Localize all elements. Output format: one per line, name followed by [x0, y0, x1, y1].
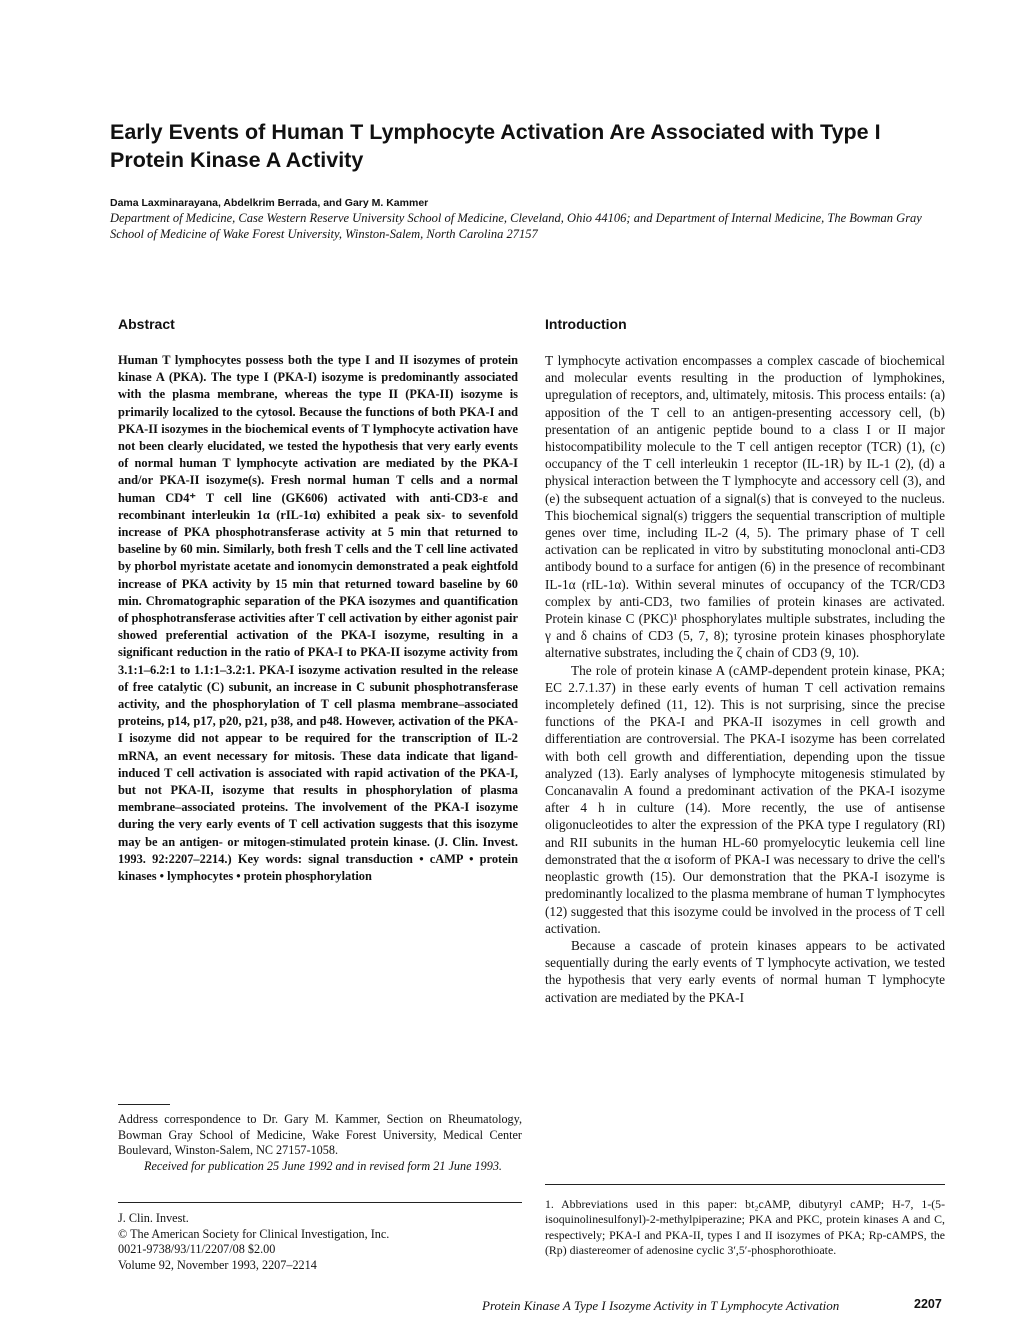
introduction-heading: Introduction [545, 316, 627, 332]
copyright-line: © The American Society for Clinical Investigation, Inc. [118, 1226, 390, 1241]
intro-paragraph: Because a cascade of protein kinases appears to be activated sequentially during the early events of T lymphocyte activation, we tested the hypothesis that very early events of normal human T lymphocyte activation are mediated by the PKA-I [545, 937, 945, 1005]
affiliation: Department of Medicine, Case Western Reserve University School of Medicine, Cleveland, Ohio 44106; and Department of Internal Medicine, The Bowman Gray School of Medicine of Wake Forest University, Winston-Salem, North Carolina 27157 [110, 211, 922, 241]
running-footer: Protein Kinase A Type I Isozyme Activity in T Lymphocyte Activation [482, 1298, 840, 1313]
article-title: Early Events of Human T Lymphocyte Activation Are Associated with Type I Protein Kinase A Activity [110, 120, 881, 172]
intro-paragraph: T lymphocyte activation encompasses a complex cascade of biochemical and molecular events resulting in the production of lymphokines, upregulation of receptors, and, ultimately, mitosis. This process entails: (a) apposition of the T cell to an antigen-presenting accessory cell, (b) presentation of an antigenic peptide bound to a class I or II major histocompatibility molecule to the T cell antigen receptor (TCR) (1), (c) occupancy of the T cell interleukin 1 receptor (IL-1R) by IL-1 (2), (d) a physical interaction between the T lymphocyte and accessory cell (3), and (e) the subsequent actuation of a signal(s) that is conveyed to the nucleus. This biochemical signal(s) triggers the sequential transcription of multiple genes over time, including IL-2 (4, 5). The primary phase of T cell activation can be replicated in vitro by substituting monoclonal anti-CD3 antibody bound to a surface for antigen (6) in the presence of recombinant IL-1α (rIL-1α). Within several minutes of occupancy of the TCR/CD3 complex by anti-CD3, two families of protein kinases are activated. Protein kinase C (PKC)¹ phosphorylates multiple substrates, including the γ and δ chains of CD3 (5, 7, 8); tyrosine protein kinases phosphorylate alternative substrates, including the ζ chain of CD3 (9, 10). [545, 353, 945, 661]
footnote-divider [118, 1104, 170, 1105]
author-list: Dama Laxminarayana, Abdelkrim Berrada, and Gary M. Kammer [110, 197, 429, 209]
received-dates: Received for publication 25 June 1992 and in revised form 21 June 1993. [144, 1158, 502, 1173]
issn-line: 0021-9738/93/11/2207/08 $2.00 [118, 1242, 276, 1257]
introduction-body [545, 352, 945, 1006]
abstract-text: Human T lymphocytes possess both the type I and II isozymes of protein kinase A (PKA). The type I (PKA-I) isozyme is predominantly associated with the plasma membrane, whereas the type II (PKA-II) isozyme is primarily localized to the cytosol. Because the functions of both PKA-I and PKA-II isozymes in the biochemical events of T lymphocyte activation have not been clearly elucidated, we tested the hypothesis that very early events of normal human T lymphocyte activation are mediated by the PKA-I and/or PKA-II isozyme(s). Fresh normal human T cells and a normal human CD4⁺ T cell line (GK606) activated with anti-CD3-ε and recombinant interleukin 1α (rIL-1α) exhibited a peak six- to sevenfold increase of PKA phosphotransferase activity at 5 min that returned to baseline by 60 min. Similarly, both fresh T cells and the T cell line activated by phorbol myristate acetate and ionomycin demonstrated a peak eightfold increase of PKA activity by 15 min that returned toward baseline by 60 min. Chromatographic separation of the PKA isozymes and quantification of phosphotransferase activities after T cell activation by either agonist pair showed preferential activation of the PKA-I isozyme, resulting in a significant reduction in the ratio of PKA-I to PKA-II isozyme activity from 3.1:1–6.2:1 to 1.1:1–3.2:1. PKA-I isozyme activation resulted in the release of free catalytic (C) subunit, an increase in C subunit phosphotransferase activity, and the phosphorylation of T cell plasma membrane–associated proteins, p14, p17, p20, p21, p38, and p48. However, activation of the PKA-I isozyme did not appear to be required for the transcription of IL-2 mRNA, an event necessary for mitosis. These data indicate that ligand-induced T cell activation is associated with rapid activation of the PKA-I, but not PKA-II, isozyme that results in phosphorylation of plasma membrane–associated proteins. The involvement of the PKA-I isozyme during the very early events of T cell activation suggests that this isozyme may be an antigen- or mitogen-stimulated protein kinase. (J. Clin. Invest. 1993. 92:2207–2214.) Key words: signal transduction • cAMP • protein kinases • lymphocytes • protein phosphorylation [118, 353, 518, 884]
journal-info-divider [118, 1202, 522, 1203]
intro-paragraph: The role of protein kinase A (cAMP-dependent protein kinase, PKA; EC 2.7.1.37) in these early events of human T cell activation remains incompletely defined (11, 12). This is not surprising, since the precise functions of the PKA-I and PKA-II isozymes in cell growth and differentiation are controversial. The PKA-I isozyme has been correlated with both cell growth and differentiation, depending upon the tissue analyzed (13). Early analyses of lymphocyte mitogenesis stimulated by Concanavalin A found a predominant activation of the PKA-I isozyme after 4 h in culture (14). More recently, the use of antisense oligonucleotides to alter the expression of the PKA type I regulatory (RI) and RII subunits in the human HL-60 promyelocytic leukemia cell line demonstrated that the α isoform of PKA-I was necessary to drive the cell's neoplastic growth (15). Our demonstration that the PKA-I isozyme is predominantly localized to the plasma membrane of human T lymphocytes (12) suggested that this isozyme could be involved in the process of T cell activation. [545, 662, 945, 936]
footnote-divider [545, 1184, 945, 1185]
volume-line: Volume 92, November 1993, 2207–2214 [118, 1257, 317, 1272]
journal-info [118, 1211, 522, 1273]
correspondence-address: Address correspondence to Dr. Gary M. Kammer, Section on Rheumatology, Bowman Gray School of Medicine, Wake Forest University, Medical Center Boulevard, Winston-Salem, NC 27157-1058. [118, 1112, 522, 1158]
journal-name: J. Clin. Invest. [118, 1211, 189, 1225]
correspondence-note [118, 1112, 522, 1174]
page-number: 2207 [914, 1297, 942, 1311]
abbreviations-footnote: 1. Abbreviations used in this paper: bt₂cAMP, dibutyryl cAMP; H-7, 1-(5-isoquinolinesulfonyl)-2-methylpiperazine; PKA and PKC, protein kinases A and C, respectively; PKA-I and PKA-II, types I and II isozymes of PKA; Rp-cAMPS, the (Rp) diastereomer of adenosine cyclic 3′,5′-phosphorothioate. [545, 1197, 945, 1258]
abstract-heading: Abstract [118, 316, 175, 332]
